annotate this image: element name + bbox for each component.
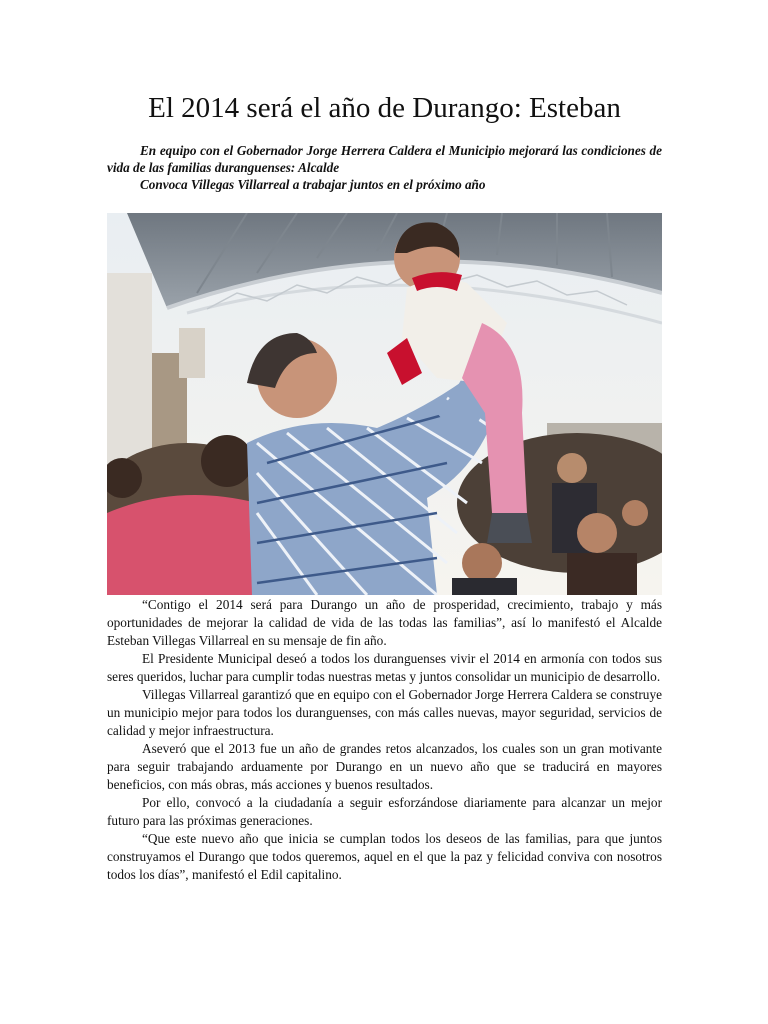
- subhead-1: En equipo con el Gobernador Jorge Herrera Caldera el Municipio mejorará las condiciones de vida de las familias duranguenses: Alcalde: [107, 143, 662, 175]
- paragraph-5: Por ello, convocó a la ciudadanía a seguir esforzándose diariamente para alcanzar un mejor futuro para las próximas generaciones.: [107, 795, 662, 828]
- paragraph-2: El Presidente Municipal deseó a todos los duranguenses vivir el 2014 en armonía con todos sus seres queridos, luchar para cumplir todas nuestras metas y juntos consolidar un municipio de desarrollo.: [107, 651, 662, 684]
- paragraph-1: “Contigo el 2014 será para Durango un año de prosperidad, crecimiento, trabajo y más oportunidades de mejorar la calidad de vida de las todas las familias”, así lo manifestó el Alcalde Esteban Villegas Villarreal en su mensaje de fin año.: [107, 597, 662, 648]
- photo-illustration: [107, 213, 662, 595]
- paragraph-6: “Que este nuevo año que inicia se cumplan todos los deseos de las familias, para que juntos construyamos el Durango que todos queremos, aquel en el que la paz y felicidad conviva con nosotros todos los días”, manifestó el Edil capitalino.: [107, 831, 662, 882]
- article-body: [107, 596, 662, 884]
- subheads: [107, 142, 662, 193]
- paragraph-3: Villegas Villarreal garantizó que en equipo con el Gobernador Jorge Herrera Caldera se construye un municipio mejor para todos los duranguenses, con más calles nuevas, mayor seguridad, servicios de calidad y mejor infraestructura.: [107, 687, 662, 738]
- article-title: El 2014 será el año de Durango: Esteban: [148, 92, 621, 124]
- paragraph-4: Aseveró que el 2013 fue un año de grandes retos alcanzados, los cuales son un gran motivante para seguir trabajando arduamente por Durango en un nuevo año que se traducirá en mayores beneficios, con más obras, más acciones y buenos resultados.: [107, 741, 662, 792]
- article-photo: [107, 213, 662, 595]
- subhead-2: Convoca Villegas Villarreal a trabajar juntos en el próximo año: [140, 177, 486, 192]
